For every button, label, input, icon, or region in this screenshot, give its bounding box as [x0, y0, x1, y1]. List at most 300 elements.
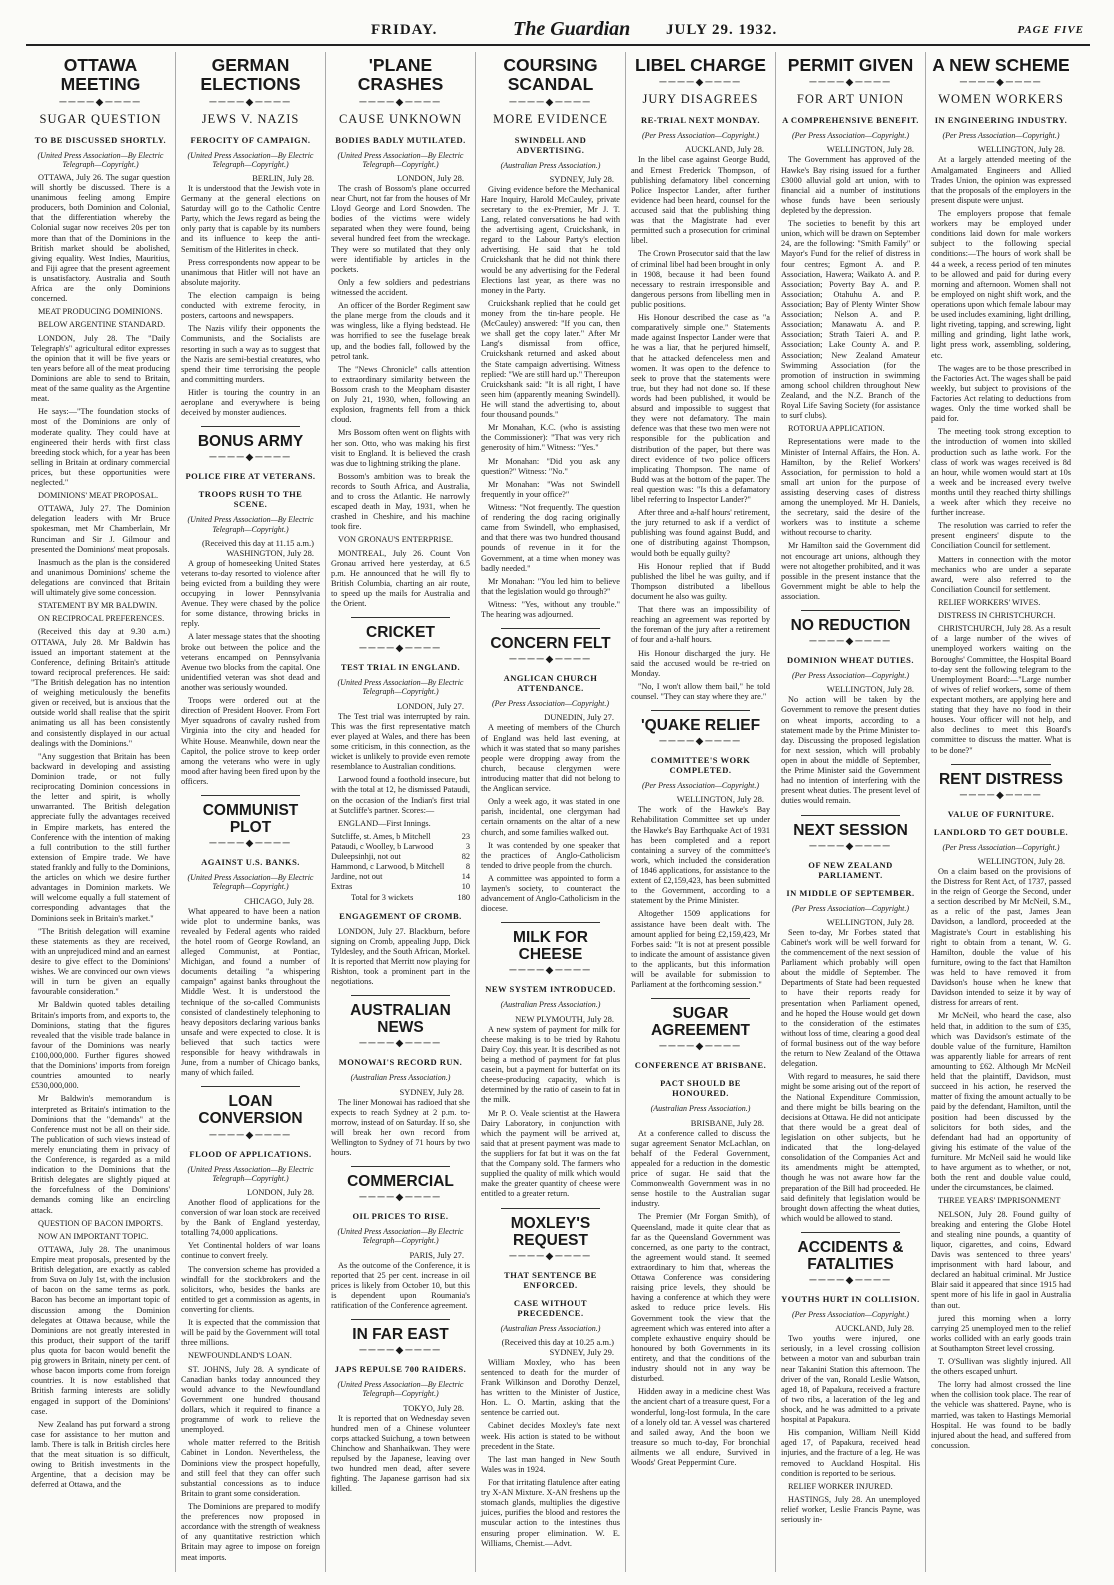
article-paragraph: THREE YEARS' IMPRISONMENT — [938, 1196, 1061, 1206]
article-deck: CASE WITHOUT PRECEDENCE. — [513, 1297, 588, 1318]
headline-ornament — [181, 452, 320, 463]
article — [331, 1319, 470, 1494]
article-headline: MOXLEY'S REQUEST — [510, 1214, 591, 1249]
column-7 — [926, 52, 1076, 1572]
article — [631, 998, 770, 1468]
score-row — [331, 852, 470, 862]
article-paragraph: QUESTION OF BACON IMPORTS. — [38, 1218, 163, 1228]
article-paragraph: The employers propose that female workers may be employed under conditions laid down for male workers subject to the following special conditions:—The hours of work shall be 44 a week, a recess period of ten minutes to be allowed and paid for during every morning and afternoon. Women shall not be employed on night shift work, and the operations upon which female labour may be used includes examining, light drilling, light riveting, tapping, and screwing, light milling and grinding, light lathe work, light press work, assembling, soldering, etc. — [931, 208, 1071, 360]
headline-ornament — [481, 1251, 620, 1262]
dateline: WELLINGTON, July 28. — [977, 144, 1065, 155]
article-paragraph: NEWFOUNDLAND'S LOAN. — [188, 1351, 292, 1361]
article-paragraph: The Dominions are prepared to modify the preferences now proposed in accordance with the strength of weakness of any quantitative restriction which Britain may agree to impose on foreign meat imports. — [181, 1501, 320, 1562]
article-paragraph: DISTRESS IN CHRISTCHURCH. — [938, 611, 1056, 621]
article-deck: OIL PRICES TO RISE. — [352, 1211, 449, 1222]
article-divider — [801, 610, 900, 611]
runs: 23 — [461, 831, 470, 841]
article-divider — [201, 1086, 300, 1087]
article-paragraph: The conversion scheme has provided a windfall for the stockbrokers and the solicitors, who, besides the banks are entitled to get a commission as agents, in converting for clients. — [181, 1264, 320, 1314]
page-number: PAGE FIVE — [1017, 24, 1084, 36]
headline-ornament — [31, 97, 170, 108]
article — [181, 56, 320, 418]
article-paragraph: Inasmuch as the plan is the considered and unanimous Dominions' scheme the delegations are convinced that Britain will ultimately give some concession. — [31, 557, 170, 598]
dateline: PARIS, July 27. — [409, 1249, 464, 1260]
headline-ornament — [181, 97, 320, 108]
news-agency-credit: (Per Press Association—Copyright.) — [791, 131, 910, 141]
news-agency-credit: (United Press Association—By Electric Telegraph—Copyright.) — [337, 1380, 464, 1399]
article-deck: OF NEW ZEALAND PARLIAMENT. — [808, 859, 893, 880]
article-paragraph: The last man hanged in New South Wales was in 1924. — [481, 1454, 620, 1474]
article-paragraph: It was contended by one speaker that the practices of Anglo-Catholicism tended to drive people from the church. — [481, 840, 620, 870]
article-headline: LOAN CONVERSION — [198, 1093, 303, 1128]
article-deck: AGAINST U.S. BANKS. — [201, 857, 300, 868]
article-headline: AUSTRALIAN NEWS — [350, 1002, 451, 1037]
article-paragraph: Mr Monahan: "Did you ask any question?" Witness: "No." — [481, 456, 620, 476]
headline-ornament — [781, 841, 920, 852]
article-paragraph: CHRISTCHURCH, July 28. As a result of a large number of the wives of unemployed workers waiting on the Boroughs' Committee, the Hospital Board to-day sent the following telegram to the Unemployment Board:—"Large number of wives of relief workers, some of them expectant mothers, are applying here and stating that they have no food in their houses. Your officer will not help, and also declines to meet this Board's committee to discuss the matter. What is to be done?" — [931, 624, 1071, 755]
runs: 3 — [465, 841, 470, 851]
masthead-date: JULY 29. 1932. — [666, 22, 778, 38]
article-paragraph: Another flood of applications for the conversion of war loan stock are received by the Bank of England yesterday, totalling 74,000 applications. — [181, 1197, 320, 1238]
article-paragraph: The Crown Prosecutor said that the law of criminal libel had been brought in only in 1908, because it had been found necessary to restrain irresponsible and dangerous persons from libelling men in public positions. — [631, 249, 770, 309]
article-paragraph: (Received this day at 9.30 a.m.) OTTAWA, July 28. Mr Baldwin has issued an important statement at the Conference, defining Britain's attitude toward reciprocal preferences. He said: "The British delegation has no intention of weighing meticulously the benefits given or received, but is anxious that the outside world shall realise that the spirit animating us all has been consistently and consistently displayed in our actual dealings with the Dominions." — [31, 627, 170, 748]
column-1 — [26, 52, 176, 1572]
article-headline: RENT DISTRESS — [938, 770, 1063, 788]
article-divider — [351, 995, 450, 996]
article-headline: CRICKET — [366, 624, 435, 642]
batsman: Duleepsinhji, not out — [331, 852, 401, 862]
article-divider — [651, 710, 750, 711]
article-divider — [801, 1232, 900, 1233]
headline-ornament — [331, 1345, 470, 1356]
headline-ornament — [631, 736, 770, 747]
article-paragraph: Yet Continental holders of war loans continue to convert freely. — [181, 1241, 320, 1261]
article-headline: COURSING SCANDAL — [503, 55, 598, 95]
dateline: LONDON, July 28. — [246, 1186, 314, 1197]
dateline: WELLINGTON, July 28. — [826, 916, 914, 927]
dateline: AUCKLAND, July 28. — [685, 144, 764, 155]
article-headline: OTTAWA MEETING — [60, 55, 141, 95]
columns — [26, 52, 1090, 1572]
dateline: WELLINGTON, July 28. — [826, 684, 914, 695]
article-deck: ANGLICAN CHURCH ATTENDANCE. — [503, 673, 598, 694]
article-headline: ACCIDENTS & FATALITIES — [797, 1238, 904, 1274]
article — [931, 56, 1071, 756]
article-deck: YOUTHS HURT IN COLLISION. — [781, 1294, 920, 1305]
article-paragraph: OTTAWA, July 27. The Dominion delegation leaders with Mr Bruce spokesman, met Mr Chamberlain, Mr Runciman and Sir J. Gilmour and presented the Dominions' meat proposals. — [31, 504, 170, 554]
article-subhead: MORE EVIDENCE — [493, 111, 608, 126]
article-divider — [801, 815, 900, 816]
headline-ornament — [781, 77, 920, 88]
article-paragraph: whole matter referred to the British Cabinet in London. Nevertheless, the Dominions view the prospect hopefully, and still feel that they can offer such substantial concessions as to induce Britain to grant some consideration. — [181, 1438, 320, 1498]
article-paragraph: As the outcome of the Conference, it is reported that 25 per cent. increase in oil prices is likely from October 10, but this is dependent upon Roumania's ratification of the Conference agreement. — [331, 1260, 470, 1311]
dateline: (Received this day at 10.25 a.m.) SYDNEY, July 29. — [501, 1336, 614, 1357]
article-deck: VALUE OF FURNITURE. — [947, 808, 1055, 819]
article-headline: CONCERN FELT — [490, 635, 611, 653]
article-paragraph: At a largely attended meeting of the Amalgamated Engineers and Allied Trades Union, the opinion was expressed that the proposals of the employers in the present dispute were unjust. — [931, 155, 1071, 205]
news-agency-credit: (United Press Association—By Electric Telegraph—Copyright.) — [187, 1164, 314, 1183]
news-agency-credit: (Australian Press Association.) — [650, 1104, 751, 1114]
article-paragraph: William Moxley, who has been sentenced to death for the murder of Frank Wilkinson and Dorothy Denzel, has written to the Minister of Justice, Hon. L. O. Martin, asking that the sentence be carried out. — [481, 1357, 620, 1418]
article-paragraph: DOMINIONS' MEAT PROPOSAL. — [38, 491, 159, 501]
article-paragraph: Seen to-day, Mr Forbes stated that Cabinet's work will be well forward for the commencement of the next session of Parliament which probably will open about the middle of September. The Departments of State had been requested to have their reports ready for presentation when Parliament opened, and he hoped the House would get down to the consideration of the estimates without loss of time, clearing a good deal of formal business out of the way before the return to New Zealand of the Ottawa delegation. — [781, 927, 920, 1069]
article-headline: IN FAR EAST — [352, 1326, 449, 1344]
article-deck: SWINDELL AND ADVERTISING. — [514, 134, 587, 155]
article-paragraph: The Test trial was interrupted by rain. This was the first representative match ever played at Wales, and there has been some criticism, in this connection, as the wicket is unlikely to provide even remote resemblance to Australian conditions. — [331, 711, 470, 772]
article-paragraph: Mr Baldwin's memorandum is interpreted as Britain's intimation to the Dominions that the "demands" at the Conference must not be all on their side. The publication of such views instead of merely enunciating them in privacy of the Conference, is regarded as a mild indication to the Dominions that the British delegates are slightly piqued at the forcefulness of the Dominions' demands coming like an encircling attack. — [31, 1094, 170, 1215]
article — [481, 922, 620, 1199]
article-paragraph: Mrs Bossom often went on flights with her son. Otto, who was making his first visit to England. It is believed the crash was due to lightning striking the plane. — [331, 428, 470, 468]
total-label: Total for 3 wickets — [351, 892, 414, 902]
article — [631, 710, 770, 990]
article-paragraph: The wages are to be those prescribed in the Factories Act. The wages shall be paid weekly, but subject to provisions of the Factories Act relating to deductions from wages. Only the time worked shall be paid for. — [931, 363, 1071, 424]
dateline: TOKYO, July 28. — [403, 1402, 464, 1413]
article — [181, 795, 320, 1078]
headline-ornament — [331, 643, 470, 654]
batsman: Jardine, not out — [331, 872, 383, 882]
article-paragraph: The lorry had almost crossed the line when the collision took place. The rear of the vehicle was shattered. Payne, who is married, was taken to Hastings Memorial Hospital. He was found to be badly injured about the head, and suffered from concussion. — [931, 1380, 1071, 1450]
headline-ornament — [781, 636, 920, 647]
article-paragraph: LONDON, July 27. Blackburn, before signing on Cromb, appealing Jupp, Dick Tyldesley, and the South African, Morkel. It is reported that Merritt now playing for Rishton, took a prominent part in the negotiations. — [331, 926, 470, 987]
article-deck: ENGAGEMENT OF CROMB. — [339, 910, 462, 921]
article-paragraph: In the libel case against George Budd, and Ernest Frederick Thompson, of publishing defamatory libel concerning Police Inspector Lander, after further evidence had been heard, counsel for the accused said that the publishing thing was that the Magistrate had ever permitted such a prosecution for criminal libel. — [631, 155, 770, 246]
article-divider — [501, 922, 600, 923]
article-paragraph: His Honour replied that if Budd published the libel he was guilty, and if Thompson distributed a libellous document he also was guilty. — [631, 561, 770, 602]
article-paragraph: OTTAWA, July 28. The unanimous Empire meat proposals, presented by the British delegation, are exactly as cabled from Suva on July 1st, with the inclusion of bacon on the same terms as pork. Bacon has become an important topic of discussion among the Dominion delegates at Ottawa because, while the Dominions are not greatly interested in this product, their support of the tariff plus quota for bacon would benefit the pig growers in Britain, ninety per cent. of whose bacon imports come from foreign countries. It is now established that British farming interests are solidly engaged in support of the Dominions' case. — [31, 1244, 170, 1416]
article-deck: THAT SENTENCE BE ENFORCED. — [504, 1269, 597, 1290]
article-paragraph: Mr Monahan: "Was not Swindell frequently in your office?" — [481, 479, 620, 499]
article-headline: BONUS ARMY — [197, 433, 304, 451]
batsman: Sutcliffe, st. Ames, b Mitchell — [331, 831, 431, 841]
news-agency-credit: (United Press Association—By Electric Telegraph—Copyright.) — [187, 150, 314, 169]
article-paragraph: Only a week ago, it was stated in one parish, incidental, one clergyman had certain ornaments on the altar of a new church, and some families walked out. — [481, 797, 620, 837]
article-paragraph: His Honour described the case as "a comparatively simple one." Statements made against Inspector Lander were that he was a liar, that he perjured himself, that he attacked defenceless men and women. It was open to the defence to seek to prove that the statements were true, but they had not done so. If these words had been published, it would be absurd and impossible to suggest that they were not defamatory. The main defence was that these two men were not responsible for the publication and distribution of the paper, but there was direct evidence of two police officers implicating Thompson. The name of Budd was at the bottom of the paper. The real question was: "Is this a defamatory libel referring to Inspector Lander?" — [631, 313, 770, 505]
article-divider — [351, 1166, 450, 1167]
article-paragraph: Hidden away in a medicine chest Was the ancient chart of a treasure quest, For a wonderful, long-lost formula, In the care of a lonely old tar. A vessel was chartered and sailed away, And the boon we treasure so much to-day, For bronchial ailments we all endure, Survived in Woods' Great Peppermint Cure. — [631, 1387, 770, 1468]
article-paragraph: jured this morning when a lorry carrying 25 unemployed men to the relief works collided with an early goods train at Southampton Street level crossing. — [931, 1313, 1071, 1353]
column-6 — [776, 52, 926, 1572]
article-paragraph: With regard to measures, he said there might be some arising out of the report of the National Expenditure Commission, and there might be bills bearing on the decisions at Ottawa. He did not anticipate that there would be a great deal of legislation on other subjects, but he indicated that the long-delayed consolidation of the Companies Act and its amendments might be attempted, though he was not aware how far the preparation of the Bill had proceeded. He said definitely that legislation would be brought down affecting the wheat duties, which would be allowed to stand. — [781, 1072, 920, 1223]
article-paragraph: A later message states that the shooting broke out between the police and the veterans encamped on Pennsylvania Avenue two blocks from the capital. One unidentified veteran was shot dead and another was seriously wounded. — [181, 632, 320, 693]
article-divider — [951, 764, 1051, 765]
article-deck: RE-TRIAL NEXT MONDAY. — [640, 115, 761, 126]
score-row — [331, 862, 470, 872]
news-agency-credit: (United Press Association—By Electric Telegraph—Copyright.) — [337, 1227, 464, 1246]
article-paragraph: VON GRONAU'S ENTERPRISE. — [338, 535, 454, 545]
column-2 — [176, 52, 326, 1572]
article-divider — [201, 426, 300, 427]
dateline: NEW PLYMOUTH, July 28. — [515, 1013, 614, 1024]
article-divider — [351, 1319, 450, 1320]
article-deck: CONFERENCE AT BRISBANE. — [634, 1060, 767, 1071]
article-paragraph: Only a few soldiers and pedestrians witnessed the accident. — [331, 277, 470, 297]
headline-ornament — [481, 97, 620, 108]
dateline: SYDNEY, July 28. — [549, 173, 614, 184]
headline-ornament — [631, 1041, 770, 1052]
article-paragraph: That there was an impossibility of reaching an agreement was reported by the foreman of the jury after a retirement of four and a-half hours. — [631, 605, 770, 645]
article-divider — [351, 617, 450, 618]
dateline: WELLINGTON, July 28. — [826, 144, 914, 155]
total-runs: 180 — [457, 892, 470, 902]
article — [331, 56, 470, 609]
article-headline: 'QUAKE RELIEF — [640, 717, 761, 735]
score-row — [331, 882, 470, 892]
runs: 82 — [461, 852, 470, 862]
news-agency-credit: (Per Press Association—Copyright.) — [791, 671, 910, 681]
dateline: BRISBANE, July 28. — [690, 1117, 764, 1128]
article-paragraph: MONTREAL, July 26. Count Von Gronau arrived here yesterday, at 6.5 p.m. He announced that he will fly to British Columbia, charting an air route, to speed up the mails for Australia and the Orient. — [331, 548, 470, 609]
article-deck: DOMINION WHEAT DUTIES. — [787, 655, 914, 666]
article-paragraph: STATEMENT BY MR BALDWIN. — [38, 601, 158, 611]
article-deck: FEROCITY OF CAMPAIGN. — [190, 134, 311, 145]
article — [481, 56, 620, 620]
headline-ornament — [331, 97, 470, 108]
article — [781, 610, 920, 806]
runs: 8 — [465, 862, 470, 872]
article-paragraph: ST. JOHNS, July 28. A syndicate of Canadian banks today announced they would advance to the Newfoundland Government one hundred thousand dollars, which it required to finance a programme of work to relieve the unemployed. — [181, 1364, 320, 1435]
article-subhead: SUGAR QUESTION — [39, 111, 162, 126]
article — [181, 426, 320, 787]
article-paragraph: LONDON, July 28. The "Daily Telegraph's" agricultural editor expresses the opinion that it will be five years or ten years before all of the meat producing Dominions are able to send to Britain, meat of the same quality as the Argentine meat. — [31, 333, 170, 404]
article-headline: NO REDUCTION — [790, 617, 911, 635]
article-paragraph: Two youths were injured, one seriously, in a level crossing collision between a motor van and suburban train near Takanini Station this afternoon. The driver of the van, Ronald Leslie Watson, aged 18, of Papakura, received a fracture of two ribs, a laceration of the leg and shock, and he was admitted to a private hospital at Papakura. — [781, 1334, 920, 1425]
column-4 — [476, 52, 626, 1572]
headline-ornament — [181, 838, 320, 849]
article-deck: LANDLORD TO GET DOUBLE. — [933, 826, 1069, 837]
article-paragraph: Witness: "Not frequently. The question of rendering the dog racing originally came from Swindell, who emphasised, and that there was two hundred thousand pounds of revenue in it for the Government, at a time when money was badly needed." — [481, 502, 620, 573]
article-paragraph: Larwood found a foothold insecure, but with the total at 12, he dismissed Pataudi, on the occasion of the Indian's first trial at Sutcliffe's partner. Scores:— — [331, 775, 470, 815]
article — [781, 1232, 920, 1525]
dateline: (Received this day at 11.15 a.m.) WASHINGTON, July 28. — [201, 537, 314, 558]
article-paragraph: He says:—"The foundation stocks of most of the Dominions are only of moderate quality. They could have at engineered their herds with first class breeding stock which, for a year has been selling in Britain at ordinary commercial prices, but these opportunities were neglected." — [31, 407, 170, 488]
headline-ornament — [481, 654, 620, 665]
masthead-title: The Guardian — [513, 18, 631, 40]
article-paragraph: The meeting took strong exception to the introduction of women into skilled production such as lathe work. For the class of work was wages received is 8d an hour, while women would start at 10s a week and be increased every twelve months until they reached thirty shillings a week after which they receive no further increase. — [931, 427, 1071, 518]
article-headline: LIBEL CHARGE — [635, 55, 766, 75]
runs: 10 — [461, 882, 470, 892]
headline-ornament — [481, 965, 620, 976]
dateline: WELLINGTON, July 28. — [977, 855, 1065, 866]
article-paragraph: T. O'Sullivan was slightly injured. All the others escaped unhurt. — [931, 1357, 1071, 1377]
news-agency-credit: (Australian Press Association.) — [500, 1323, 601, 1333]
article-headline: SUGAR AGREEMENT — [650, 1005, 751, 1040]
article-paragraph: Hitler is touring the country in an aeroplane and everywhere is being deceived by monster audiences. — [181, 387, 320, 418]
article-paragraph: Mr P. O. Veale scientist at the Hawera Dairy Laboratory, in conjunction with which the payment will be arrived at, said that at present payment was made to the suppliers for fat but it was on the fat that the Company sold. The farmers who supplied the quality of milk which would make the greater quantity of cheese were entitled to a greater return. — [481, 1108, 620, 1199]
article-deck: NEW SYSTEM INTRODUCED. — [485, 984, 616, 995]
article — [181, 1086, 320, 1562]
article-deck: TO BE DISCUSSED SHORTLY. — [34, 134, 167, 145]
article — [331, 1166, 470, 1311]
news-agency-credit: (Per Press Association—Copyright.) — [942, 131, 1060, 141]
article-paragraph: A group of homeseeking United States veterans to-day resorted to violence after being evicted from a building they were occupying in lower Pennsylvania Avenue. They were chased by the police for some distance, throwing bricks in reply. — [181, 558, 320, 629]
article-paragraph: The election campaign is being conducted with extreme ferocity, in posters, cartoons and newspapers. — [181, 290, 320, 321]
article-paragraph: The Nazis vilify their opponents the Communists, and the Socialists are resorting in such a way as to suggest that the Nazis are semi-bestial creatures, who spend their time terrorising the people and committing murders. — [181, 324, 320, 384]
article-headline: GERMAN ELECTIONS — [200, 55, 301, 95]
article-paragraph: His Honour discharged the jury. He said the accused would be re-tried on Monday. — [631, 648, 770, 678]
article-paragraph: "No, I won't allow them bail," he told counsel. "They can stay where they are." — [631, 681, 770, 702]
article-paragraph: After three and a-half hours' retirement, the jury returned to ask if a verdict of publishing was found against Budd, and one of distributing against Thompson, would both be equally guilty? — [631, 508, 770, 558]
headline-ornament — [931, 77, 1071, 88]
masthead — [26, 14, 1090, 46]
article-divider — [501, 628, 600, 629]
article — [931, 764, 1071, 1451]
article-subhead: FOR ART UNION — [796, 92, 905, 107]
article-deck: IN MIDDLE OF SEPTEMBER. — [786, 887, 915, 898]
article-paragraph: What appeared to have been a nation wide plot to undermine banks, was revealed by Federal agents who raided the hotel room of George Rowland, an alleged Communist, at Pontiac, Michigan, and found a number of documents detailing "a whispering campaign" against banks throughout the Middle West. It is understood the technique of the so-called Communists consisted of clandestinely telephoning to heavy depositors declaring various banks unsafe and were expected to close. It is believed that such tactics were responsible for heavy withdrawals in June, from a number of Chicago banks, many of which failed. — [181, 906, 320, 1078]
article-deck: MONOWAI'S RECORD RUN. — [338, 1057, 463, 1068]
news-agency-credit: (Per Press Association—Copyright.) — [791, 1310, 910, 1320]
article-paragraph: Altogether 1509 applications for assistance have been dealt with. The amount applied for being £2,159,423, Mr Forbes said: "It is not at present possible to indicate the amount of assistance given to the applicants, but this information will be available for submission to Parliament at the forthcoming session." — [631, 909, 770, 990]
article-deck: TEST TRIAL IN ENGLAND. — [340, 662, 461, 673]
article-paragraph: RELIEF WORKER INJURED. — [788, 1481, 893, 1491]
dateline: BERLIN, July 28. — [252, 172, 314, 183]
news-agency-credit: (Per Press Association—Copyright.) — [491, 699, 610, 709]
article — [31, 56, 170, 1491]
article-headline: MILK FOR CHEESE — [513, 929, 588, 964]
article-paragraph: ON RECIPROCAL PREFERENCES. — [38, 614, 165, 624]
column-3 — [326, 52, 476, 1572]
article-paragraph: RELIEF WORKERS' WIVES. — [938, 598, 1041, 608]
article-subhead: JURY DISAGREES — [642, 92, 759, 107]
news-agency-credit: (Per Press Association—Copyright.) — [641, 781, 760, 791]
article-paragraph: The societies to benefit by this art union, which will be drawn on September 24, are the following: "Smith Family" or Mayor's Fund for the relief of distress in four centres; Egmont A. and P. Association, Hawera; Waikato A. and P. Association; Poverty Bay A. and P. Association; Otahuhu A. and P. Association; Bay of Plenty Winter Show Association; Nelson A. and P. Association; Manawatu A. and P. Association; Strath Taieri A. and P. Association; Lake County A. and P. Association; New Zealand Amateur Swimming Association (for the promotion of instruction in swimming among school children throughout New Zealand, and the N.Z. Branch of the Royal Life Saving Society (for assistance to surf clubs). — [781, 219, 920, 421]
article-deck: BODIES BADLY MUTILATED. — [335, 134, 466, 145]
score-row — [331, 842, 470, 852]
article-paragraph: NOW AN IMPORTANT TOPIC. — [38, 1231, 149, 1241]
article-paragraph: A committee was appointed to form a laymen's society, to counteract the advancement of Anglo-Catholicism in the diocese. — [481, 873, 620, 914]
runs: 14 — [461, 872, 470, 882]
news-agency-credit: (Australian Press Association.) — [350, 1073, 451, 1083]
article-deck: PACT SHOULD BE HONOURED. — [660, 1078, 741, 1099]
article-deck: POLICE FIRE AT VETERANS. — [185, 471, 316, 482]
dateline: LONDON, July 28. — [396, 172, 464, 183]
article-paragraph: The work of the Hawke's Bay Rehabilitation Committee set up under the Hawke's Bay Earthquake Act of 1931 has been completed and a report containing a survey of the committee's work, which included the consideration of 1846 applications, for assistance to the extent of £2,159,423, has been submitted to the Government, according to a statement by the Prime Minister. — [631, 805, 770, 906]
article-headline: PERMIT GIVEN — [787, 55, 914, 75]
news-agency-credit: (Per Press Association—Copyright.) — [942, 842, 1060, 852]
score-row — [331, 872, 470, 882]
news-agency-credit: (United Press Association—By Electric Telegraph—Copyright.) — [37, 150, 164, 169]
article-paragraph: The Premier (Mr Forgan Smith), of Queensland, made it quite clear that as far as the Queensland Government was concerned, as one party to the contract, the agreement would stand. It seemed extraordinary to him that, whereas the Ottawa Conference was considering raising price levels, they should be having a conference at which they were asked to reduce price levels. His Government took the view that the agreement which was entered into after a complete exhaustive enquiry should be honoured by both Governments in its entirety, and that the conditions of the industry should not in any way be disturbed. — [631, 1212, 770, 1384]
batsman: Pataudi, c Woolley, b Larwood — [331, 841, 434, 851]
article-paragraph: The crash of Bossom's plane occurred near Churt, not far from the houses of Mr Lloyd George and Lord Snowden. The bodies of the victims were widely separated when they were found, being several hundred feet from the wreckage. They were so mutilated that they only were identifiable by articles in the pockets. — [331, 183, 470, 274]
article — [481, 628, 620, 914]
headline-ornament — [331, 1038, 470, 1049]
article — [781, 56, 920, 602]
article-paragraph: Matters in connection with the motor mechanics who are under a separate award, were also referred to the Conciliation Council for settlement. — [931, 554, 1071, 594]
article-paragraph: Witness: "Yes, without any trouble." The hearing was adjourned. — [481, 599, 620, 620]
article-paragraph: HASTINGS, July 28. An unemployed relief worker, Leslie Francis Payne, was seriously in- — [781, 1494, 920, 1525]
article-divider — [501, 1208, 600, 1209]
article-paragraph: An officer of the Border Regiment saw the plane merge from the clouds and it was wingless, like a flying bedstead. He was horrified to see the fuselage break up, and the bodies fall, followed by the petrol tank. — [331, 301, 470, 361]
news-agency-credit: (United Press Association—By Electric Telegraph—Copyright.) — [337, 678, 464, 697]
article-paragraph: BELOW ARGENTINE STANDARD. — [38, 320, 166, 330]
news-agency-credit: (United Press Association—By Electric Telegraph—Copyright.) — [187, 515, 314, 534]
article-paragraph: Mr Monahan, K.C. (who is assisting the Commissioner): "That was very rich generosity of him." Witness: "Yes." — [481, 423, 620, 453]
dateline: AUCKLAND, July 28. — [835, 1323, 914, 1334]
article-deck: JAPS REPULSE 700 RAIDERS. — [334, 1364, 467, 1375]
news-agency-credit: (United Press Association—By Electric Telegraph—Copyright.) — [187, 873, 314, 892]
headline-ornament — [631, 77, 770, 88]
masthead-day: FRIDAY. — [371, 22, 438, 38]
article-deck: COMMITTEE'S WORK COMPLETED. — [650, 755, 751, 776]
article-headline: A NEW SCHEME — [932, 55, 1070, 75]
article-paragraph: ROTORUA APPLICATION. — [788, 424, 885, 434]
news-agency-credit: (United Press Association—By Electric Telegraph—Copyright.) — [337, 150, 464, 169]
article-paragraph: New Zealand has put forward a strong case for assistance to her mutton and lamb. There is talk in British circles here that the meat situation is so difficult, owing to British investments in the Argentine, that a decision may be deferred at Ottawa, and the — [31, 1419, 170, 1490]
article-divider — [201, 795, 300, 796]
article-paragraph: It is understood that the Jewish vote in Germany at the general elections on Saturday will go to the Catholic Centre Party, which the Jews regard as being the only party that is capable by its numbers and its influence to keep the anti-Semitism of the Hitlerites in check. — [181, 183, 320, 254]
article-paragraph: The resolution was carried to refer the present engineers' dispute to the Conciliation Council for settlement. — [931, 521, 1071, 551]
score-table — [331, 832, 470, 903]
news-agency-credit: (Australian Press Association.) — [500, 1000, 601, 1010]
article-paragraph: Mr Hamilton said the Government did not encourage art unions, although they were not altogether prohibited, and it was possible in the present instance that the Government might be able to help the association. — [781, 541, 920, 602]
article-paragraph: A new system of payment for milk for cheese making is to be tried by Rahotu Dairy Coy. this year. It is described as not being a method of payment for fat plus casein, but a payment for butterfat on its cheese-producing capacity, which is determined by the ratio of casein to fat in the milk. — [481, 1024, 620, 1105]
article-paragraph: NELSON, July 28. Found guilty of breaking and entering the Globe Hotel and stealing nine pounds, a quantity of liquor, cigarettes, and coins, Edward Davis was sentenced to three years' imprisonment with hard labour, and declared an habitual criminal. Mr Justice Blair said it appeared that since 1915 had spent more of his life in gaol in Australia than out. — [931, 1209, 1071, 1310]
column-5 — [626, 52, 776, 1572]
article-paragraph: Mr McNeil, who heard the case, also held that, in addition to the sum of £35, which was Davidson's estimate of the double value of the furniture, Hamilton was apparently liable for arrears of rent amounting to £62. Although Mr McNeil held that the plaintiff, Davidson, must succeed in his action, he reserved the matter of fixing the amount actually to be paid by the defendant, Hamilton, until the position had been discussed by the solicitors for both sides, and the defendant had had an opportunity of giving his estimate of the value of the furniture. Mr McNeil said he would like to have argument as to whether, or not, both the rent and double value could, under the circumstances, be claimed. — [931, 1011, 1071, 1193]
headline-ornament — [331, 1192, 470, 1203]
article-headline: NEXT SESSION — [793, 821, 908, 839]
article — [481, 1208, 620, 1549]
article-paragraph: Bossom's ambition was to break the records to South Africa, and Australia, and to cross the Atlantic. He narrowly escaped death in May, 1931, when he crashed in Cheshire, and his machine took fire. — [331, 471, 470, 532]
headline-ornament — [781, 1275, 920, 1286]
news-agency-credit: (Per Press Association—Copyright.) — [641, 131, 760, 141]
news-agency-credit: (Australian Press Association.) — [500, 160, 601, 170]
score-total — [331, 893, 470, 903]
article-paragraph: Troops were ordered out at the direction of President Hoover. From Fort Myer squadrons of cavalry rushed from Virginia into the city and headed for White House. Meanwhile, down near the Capitol, the police strove to keep order among the veterans who were in ugly mood after having been fired upon by the officers. — [181, 696, 320, 786]
dateline: WELLINGTON, July 28. — [676, 794, 764, 805]
article-paragraph: Press correspondents now appear to be unanimous that Hitler will not have an absolute majority. — [181, 257, 320, 287]
article-paragraph: Giving evidence before the Mechanical Hare Inquiry, Harold McCauley, private secretary to the ex-Premier, Mr J. T. Lang, related conversations he had with the advertising agent, Cruickshank, in regard to the Labour Party's election advertising. He said that he told Cruickshank that he did not think there would be any advertising for the Federal Elections last year, as there was no money in the Party. — [481, 184, 620, 295]
article — [781, 815, 920, 1224]
article-deck: A COMPREHENSIVE BENEFIT. — [782, 115, 919, 126]
dateline: DUNEDIN, July 27. — [544, 712, 614, 723]
article-deck: IN ENGINEERING INDUSTRY. — [934, 115, 1068, 126]
headline-ornament — [931, 790, 1071, 801]
article-paragraph: Representations were made to the Minister of Internal Affairs, the Hon. A. Hamilton, by the Relief Workers' Association, for permission to hold a small art union for the purpose of assisting deserving cases of distress among the unemployed. Mr H. Daniels, the secretary, said the desire of the workers was to institute a scheme without recourse to charity. — [781, 437, 920, 538]
article-headline: 'PLANE CRASHES — [357, 55, 444, 95]
article-subhead: CAUSE UNKNOWN — [338, 111, 463, 126]
article — [331, 617, 470, 987]
article-paragraph: MEAT PRODUCING DOMINIONS. — [38, 307, 163, 317]
article-paragraph: No action will be taken by the Government to remove the present duties on wheat imports, according to a statement made by the Prime Minister to-day. Discussing the proposed legislation for next session, which will probably open in about the middle of September, the Prime Minister said the Government had no intention of interfering with the present wheat duties. The present level of duties would remain. — [781, 695, 920, 806]
article-paragraph: A meeting of members of the Church of England was held last evening, at which it was stated that so many parishes people were dropping away from the church, because clergymen were introducing matter that did not belong to the Anglican service. — [481, 723, 620, 794]
article-paragraph: OTTAWA, July 26. The sugar question will shortly be discussed. There is a unanimous feeling among Empire producers, both Dominion and Colonial, that the differentiation whereby the Colonial sugar now receives 20s per ton more than that of the Dominions in the British market should be abolished, giving equality. West Indies, Mauritius, and Fiji agree that the present agreement is unsatisfactory. Australia and South Africa are the only Dominions concerned. — [31, 172, 170, 304]
article-paragraph: "Any suggestion that Britain has been backward in developing and assisting Dominion trade, or not fully reciprocating Dominion concessions in the letter and spirit, is wholly unwarranted. The British delegation appreciate fully the advantages received in Empire markets, has entered the Conference with the intention of making a full contribution to the still further extension of Empire trade. We have stated frankly and fully to the Dominions, the articles on which we desire further advantages in Dominion markets. We will welcome equally a full statement of corresponding advantages that the Dominions seek in Britain's market." — [31, 751, 170, 923]
article-paragraph: At a conference called to discuss the sugar agreement Senator McLachlan, on behalf of the Federal Government, appealed for a reduction in the domestic price of sugar. He said that the Commonwealth Government was in no sense hostile to the Australian sugar industry. — [631, 1128, 770, 1209]
dateline: CHICAGO, July 28. — [244, 895, 314, 906]
article — [631, 56, 770, 702]
dateline: LONDON, July 27. — [396, 700, 464, 711]
article-deck: TROOPS RUSH TO THE SCENE. — [198, 489, 303, 510]
article-headline: COMMERCIAL — [347, 1173, 454, 1191]
article-subhead: JEWS V. NAZIS — [201, 111, 300, 126]
article-paragraph: "The British delegation will examine these statements as they are received, with an unprejudiced mind and an earnest desire to give effect to the Dominions' wishes. We are convinced our own views will in turn be given an equally favourable consideration." — [31, 926, 170, 997]
article-paragraph: The liner Monowai has radioed that she expects to reach Sydney at 2 p.m. to-morrow, instead of on Saturday. If so, she will break her own record from Wellington to Sydney of 71 hours by two hours. — [331, 1097, 470, 1158]
article-paragraph: For that irritating flatulence after eating try X-AN Mixture. X-AN freshens up the stomach glands, multiplies the digestive juices, purifies the blood and restores the muscular action to the intestines thus ensuring proper elimination. W. E. Williams, Chemist.—Advt. — [481, 1478, 620, 1548]
score-row — [331, 832, 470, 842]
article-paragraph: On a claim based on the provisions of the Distress for Rent Act, of 1737, passed in the reign of George the Second, under a section described by Mr McNeil, S.M., as a relic of the past, James Jean Davidson, a landlord, proceeded at the Magistrate's Court in establishing his right to obtain from a tenant, W. G. Hamilton, double the value of his furniture, owing to the fact that Hamilton was held to have removed it from Davidson's house when he knew that Davidson intended to seize it by way of distress for arrears of rent. — [931, 866, 1071, 1008]
article-headline: COMMUNIST PLOT — [202, 802, 299, 837]
article-paragraph: His companion, William Neill Kidd aged 17, of Papakura, received head injuries, and the fracture of a leg. He was removed to Auckland Hospital. His condition is reported to be serious. — [781, 1428, 920, 1478]
article-paragraph: Mr Baldwin quoted tables detailing Britain's imports from, and exports to, the Dominions, stating that the figures revealed that the visible trade balance in favour of the Dominions was nearly £100,000,000. Further figures showed that the Dominions' imports from foreign countries amounted to nearly £530,000,000. — [31, 1000, 170, 1091]
article-paragraph: Cruickshank replied that he could get money from the tin-hare people. He (McCauley) answered: "If you can, then we shall get the copy later." After Mr Lang's dismissal from office, Cruickshank returned and asked about the State campaign advertising. Witness replied: "We are still hard up." Thereupon Cruickshank said: "It is all right, I have seen him (apparently meaning Swindell). He will stand the advertising to, about four thousand pounds." — [481, 298, 620, 420]
dateline: SYDNEY, July 28. — [399, 1086, 464, 1097]
article-paragraph: Mr Monahan: "You led him to believe that the legislation would go through?" — [481, 576, 620, 596]
headline-ornament — [181, 1130, 320, 1141]
article-paragraph: The Government has approved of the Hawke's Bay rising issued for a further £3000 alluvial gold art union, with to financial aid a number of institutions whose funds have been seriously depleted by the depression. — [781, 155, 920, 215]
article — [331, 995, 470, 1158]
